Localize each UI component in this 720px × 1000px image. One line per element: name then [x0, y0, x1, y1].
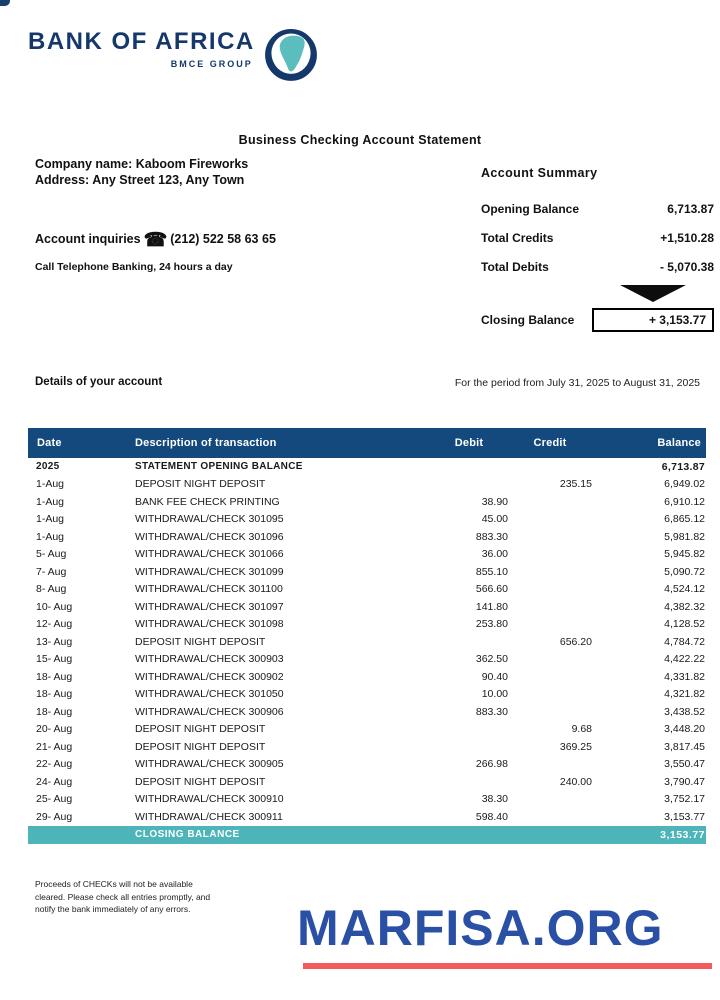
closing-balance-value: + 3,153.77 [592, 308, 714, 332]
cell-balance: 4,784.72 [664, 635, 705, 648]
cell-description: WITHDRAWAL/CHECK 300905 [135, 758, 284, 771]
company-name-line: Company name: Kaboom Fireworks [35, 157, 249, 171]
cell-balance: 5,981.82 [664, 530, 705, 543]
cell-date: 10- Aug [36, 600, 73, 613]
footer-note-line: notify the bank immediately of any errors. [35, 904, 191, 914]
cell-debit [430, 826, 508, 844]
cell-balance: 3,153.77 [664, 810, 705, 823]
statement-title: Business Checking Account Statement [238, 133, 482, 147]
cell-credit [508, 546, 592, 564]
cell-balance: 4,331.82 [664, 670, 705, 683]
summary-label: Total Credits [481, 231, 554, 245]
cell-date: 18- Aug [36, 670, 73, 683]
cell-debit: 38.30 [481, 793, 508, 806]
cell-balance: 3,790.47 [664, 775, 705, 788]
company-address-line: Address: Any Street 123, Any Town [35, 173, 245, 187]
cell-debit: 253.80 [475, 618, 508, 631]
cell-description: WITHDRAWAL/CHECK 301095 [135, 513, 284, 526]
cell-credit [508, 528, 592, 546]
cell-credit [508, 493, 592, 511]
cell-date: 1-Aug [36, 495, 65, 508]
cell-credit [508, 651, 592, 669]
table-row [28, 458, 706, 476]
footer-note-line: Proceeds of CHECKs will not be available [35, 879, 193, 889]
closing-balance-label: Closing Balance [481, 313, 575, 327]
cell-date: 12- Aug [36, 618, 73, 631]
column-header-description: Description of transaction [133, 428, 430, 458]
table-row [28, 808, 706, 826]
table-row [28, 616, 706, 634]
cell-date: 5- Aug [36, 548, 67, 561]
closing-row-label: CLOSING BALANCE [133, 826, 430, 844]
cell-balance: 3,438.52 [664, 705, 705, 718]
watermark-text: MARFISA.ORG [297, 900, 664, 956]
cell-debit: 45.00 [481, 513, 508, 526]
cell-debit: 566.60 [475, 583, 508, 596]
company-block [35, 156, 248, 188]
cell-date: 24- Aug [36, 775, 73, 788]
down-arrow-icon [620, 285, 686, 302]
account-summary [481, 166, 714, 346]
cell-debit: 141.80 [475, 600, 508, 613]
table-row [28, 773, 706, 791]
table-row [28, 633, 706, 651]
cell-debit [430, 476, 508, 494]
cell-credit [508, 791, 592, 809]
cell-balance: 3,550.47 [664, 758, 705, 771]
column-header-debit: Debit [430, 428, 508, 458]
cell-date: 13- Aug [36, 635, 73, 648]
cell-description: DEPOSIT NIGHT DEPOSIT [135, 740, 266, 753]
cell-description: DEPOSIT NIGHT DEPOSIT [135, 635, 266, 648]
account-inquiries-label: Account inquiries [35, 232, 141, 246]
cell-description: WITHDRAWAL/CHECK 300910 [135, 793, 284, 806]
scan-artifact [0, 0, 10, 6]
cell-balance: 3,817.45 [664, 740, 705, 753]
cell-description: WITHDRAWAL/CHECK 301100 [135, 583, 283, 596]
cell-credit [508, 563, 592, 581]
table-header-row [28, 428, 706, 458]
details-heading: Details of your account [35, 376, 163, 388]
cell-description: WITHDRAWAL/CHECK 300902 [135, 670, 284, 683]
account-inquiries-line [35, 229, 276, 252]
cell-debit [430, 738, 508, 756]
cell-description: BANK FEE CHECK PRINTING [135, 495, 280, 508]
transactions-table [28, 428, 706, 844]
cell-debit [430, 721, 508, 739]
cell-date: 18- Aug [36, 705, 73, 718]
table-row [28, 791, 706, 809]
cell-balance: 6,865.12 [664, 513, 705, 526]
cell-debit: 90.40 [481, 670, 508, 683]
cell-description: WITHDRAWAL/CHECK 300903 [135, 653, 284, 666]
table-row [28, 476, 706, 494]
cell-debit: 36.00 [481, 548, 508, 561]
cell-credit: 9.68 [571, 723, 592, 736]
transactions-body [28, 458, 706, 826]
bank-name: BANK OF AFRICA [28, 28, 255, 55]
cell-credit: 369.25 [559, 740, 592, 753]
cell-balance: 6,910.12 [664, 495, 705, 508]
table-row [28, 668, 706, 686]
cell-credit: 240.00 [559, 775, 592, 788]
cell-description: WITHDRAWAL/CHECK 301066 [135, 548, 284, 561]
summary-value: +1,510.28 [660, 231, 714, 245]
table-row [28, 703, 706, 721]
cell-debit [430, 773, 508, 791]
cell-credit [508, 458, 592, 476]
table-row [28, 528, 706, 546]
bank-group-subtitle: BMCE GROUP [170, 59, 253, 69]
cell-date: 7- Aug [36, 565, 67, 578]
cell-balance: 4,382.32 [664, 600, 705, 613]
cell-credit [508, 581, 592, 599]
cell-debit: 883.30 [475, 530, 508, 543]
cell-date: 29- Aug [36, 810, 73, 823]
cell-balance: 4,321.82 [664, 688, 705, 701]
cell-date [28, 826, 133, 844]
cell-balance: 3,448.20 [664, 723, 705, 736]
cell-date: 2025 [36, 461, 60, 473]
cell-description: WITHDRAWAL/CHECK 301050 [135, 688, 284, 701]
summary-row-opening [481, 202, 714, 216]
cell-date: 20- Aug [36, 723, 73, 736]
cell-credit: 656.20 [559, 635, 592, 648]
cell-credit [508, 616, 592, 634]
inquiries-phone-number: (212) 522 58 63 65 [170, 232, 276, 246]
account-summary-heading: Account Summary [481, 166, 598, 180]
bank-globe-icon [263, 26, 319, 82]
column-header-credit: Credit [508, 428, 592, 458]
table-row [28, 546, 706, 564]
cell-credit [508, 668, 592, 686]
summary-label: Opening Balance [481, 202, 580, 216]
cell-balance: 5,945.82 [664, 548, 705, 561]
cell-date: 1-Aug [36, 478, 65, 491]
telebanking-line: Call Telephone Banking, 24 hours a day [35, 261, 233, 273]
table-row [28, 493, 706, 511]
column-header-balance: Balance [592, 428, 706, 458]
cell-description: WITHDRAWAL/CHECK 301096 [135, 530, 284, 543]
table-row [28, 686, 706, 704]
table-row [28, 563, 706, 581]
cell-debit: 38.90 [481, 495, 508, 508]
cell-debit: 266.98 [475, 758, 508, 771]
cell-description: WITHDRAWAL/CHECK 300906 [135, 705, 284, 718]
table-row [28, 721, 706, 739]
cell-credit [508, 686, 592, 704]
footer-note [35, 878, 210, 916]
closing-balance-row [28, 826, 706, 844]
phone-icon: ☎ [143, 230, 168, 251]
summary-value: - 5,070.38 [659, 260, 714, 274]
table-row [28, 651, 706, 669]
cell-debit: 855.10 [475, 565, 508, 578]
cell-description: DEPOSIT NIGHT DEPOSIT [135, 775, 266, 788]
table-row [28, 581, 706, 599]
cell-balance: 6,713.87 [661, 460, 705, 473]
cell-balance: 4,524.12 [664, 583, 705, 596]
cell-date: 21- Aug [36, 740, 73, 753]
closing-row-balance: 3,153.77 [592, 826, 706, 844]
table-row [28, 598, 706, 616]
statement-period: For the period from July 31, 2025 to August 31, 2025 [454, 377, 700, 389]
cell-description: WITHDRAWAL/CHECK 301098 [135, 618, 284, 631]
cell-date: 25- Aug [36, 793, 73, 806]
summary-closing-row [481, 308, 714, 332]
cell-credit: 235.15 [559, 478, 592, 491]
cell-date: 18- Aug [36, 688, 73, 701]
cell-description: STATEMENT OPENING BALANCE [135, 461, 303, 473]
bank-logo [28, 28, 319, 82]
summary-label: Total Debits [481, 260, 549, 274]
cell-debit: 598.40 [475, 810, 508, 823]
cell-debit [430, 633, 508, 651]
cell-debit: 883.30 [475, 705, 508, 718]
summary-row-credits [481, 231, 714, 245]
cell-description: WITHDRAWAL/CHECK 301099 [135, 565, 284, 578]
summary-row-debits [481, 260, 714, 274]
cell-date: 1-Aug [36, 530, 65, 543]
watermark [297, 896, 712, 969]
cell-description: WITHDRAWAL/CHECK 301097 [135, 600, 284, 613]
cell-balance: 5,090.72 [664, 565, 705, 578]
cell-debit: 10.00 [481, 688, 508, 701]
cell-description: WITHDRAWAL/CHECK 300911 [135, 810, 283, 823]
cell-description: DEPOSIT NIGHT DEPOSIT [135, 478, 266, 491]
cell-credit [508, 808, 592, 826]
cell-credit [508, 703, 592, 721]
cell-balance: 4,422.22 [664, 653, 705, 666]
summary-value: 6,713.87 [667, 202, 714, 216]
cell-date: 1-Aug [36, 513, 65, 526]
watermark-underline [303, 963, 712, 969]
cell-credit [508, 826, 592, 844]
footer-note-line: cleared. Please check all entries promptly, and [35, 891, 211, 902]
column-header-date: Date [28, 428, 133, 458]
cell-description: DEPOSIT NIGHT DEPOSIT [135, 723, 266, 736]
cell-date: 8- Aug [36, 583, 67, 596]
cell-date: 15- Aug [36, 653, 73, 666]
cell-balance: 4,128.52 [664, 618, 705, 631]
cell-balance: 3,752.17 [664, 793, 705, 806]
cell-credit [508, 511, 592, 529]
cell-balance: 6,949.02 [664, 478, 705, 491]
table-row [28, 756, 706, 774]
table-row [28, 738, 706, 756]
cell-debit [430, 458, 508, 476]
cell-debit: 362.50 [475, 653, 508, 666]
cell-date: 22- Aug [36, 758, 73, 771]
cell-credit [508, 756, 592, 774]
table-row [28, 511, 706, 529]
cell-credit [508, 598, 592, 616]
